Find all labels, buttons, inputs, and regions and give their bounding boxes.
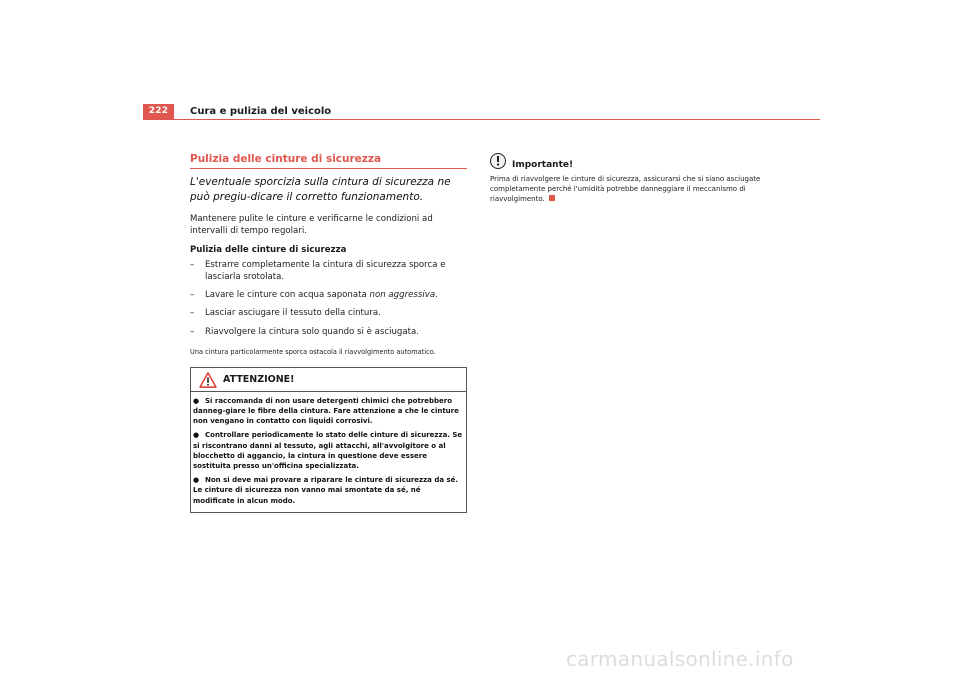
page-number: 222	[143, 104, 174, 119]
procedure-steps	[190, 259, 467, 338]
step-dash: –	[190, 259, 195, 270]
warning-box	[190, 367, 467, 513]
left-column	[190, 152, 467, 513]
step-text: Estrarre completamente la cintura di sicurezza sporca e lasciarla srotolata.	[205, 259, 446, 283]
procedure-step	[190, 259, 467, 283]
bullet-icon: ●	[193, 431, 200, 440]
warning-triangle-icon	[199, 372, 217, 388]
warning-item	[193, 430, 464, 471]
procedure-step	[190, 307, 467, 319]
section-subtitle: L'eventuale sporcizia sulla cintura di sicurezza ne può pregiu-dicare il corretto funzionamento.	[190, 176, 451, 203]
section-title: Pulizia delle cinture di sicurezza	[190, 152, 467, 169]
exclamation-circle-icon	[490, 153, 506, 169]
warning-item	[193, 475, 464, 506]
running-header: Cura e pulizia del veicolo	[190, 106, 332, 117]
end-marker-icon	[549, 195, 555, 201]
important-text-body: Prima di riavvolgere le cinture di sicurezza, assicurarsi che si siano asciugate completamente perché l'umidità potrebbe danneggiare il meccanismo di riavvolgimento.	[490, 175, 761, 203]
step-text-emphasis: non aggressiva	[369, 290, 436, 301]
bullet-icon: ●	[193, 396, 200, 405]
procedure-step	[190, 289, 467, 301]
procedure-step	[190, 326, 467, 338]
right-column	[490, 156, 770, 204]
step-dash: –	[190, 326, 195, 337]
warning-item-text: Controllare periodicamente lo stato delle cinture di sicurezza. Se si riscontrano danni al tessuto, agli attacchi, all'avvolgitore o al blocchetto di aggancio, la cintura in questione deve essere sostituita presso un'officina specializzata.	[193, 431, 463, 471]
bullet-icon: ●	[193, 476, 200, 485]
important-title: Importante!	[512, 160, 574, 170]
warning-item-text: Si raccomanda di non usare detergenti chimici che potrebbero danneg-giare le fibre della cintura. Fare attenzione a che le cinture non vengano in contatto con liquidi corrosivi.	[193, 396, 459, 426]
watermark: carmanualsonline.info	[566, 647, 794, 671]
step-text: Riavvolgere la cintura solo quando si è asciugata.	[205, 326, 420, 337]
procedure-heading: Pulizia delle cinture di sicurezza	[190, 244, 347, 255]
step-dash: –	[190, 308, 195, 319]
step-text-end: .	[435, 290, 438, 301]
step-dash: –	[190, 290, 195, 301]
important-header	[490, 156, 770, 170]
header-divider	[143, 119, 820, 120]
warning-item-text: Non si deve mai provare a riparare le cinture di sicurezza da sé. Le cinture di sicurezza non vanno mai smontate da sé, né modificate in alcun modo.	[193, 476, 459, 505]
warning-divider	[191, 391, 466, 392]
important-text	[490, 174, 770, 204]
warning-title: ATTENZIONE!	[223, 374, 295, 386]
note-text: Una cintura particolarmente sporca ostacola il riavvolgimento automatico.	[190, 347, 436, 356]
step-text: Lavare le cinture con acqua saponata	[205, 290, 370, 301]
warning-item	[193, 396, 464, 427]
step-text: Lasciar asciugare il tessuto della cintura.	[205, 308, 381, 319]
warning-header	[193, 372, 464, 388]
intro-paragraph: Mantenere pulite le cinture e verificarne le condizioni ad intervalli di tempo regolari.	[190, 214, 433, 237]
